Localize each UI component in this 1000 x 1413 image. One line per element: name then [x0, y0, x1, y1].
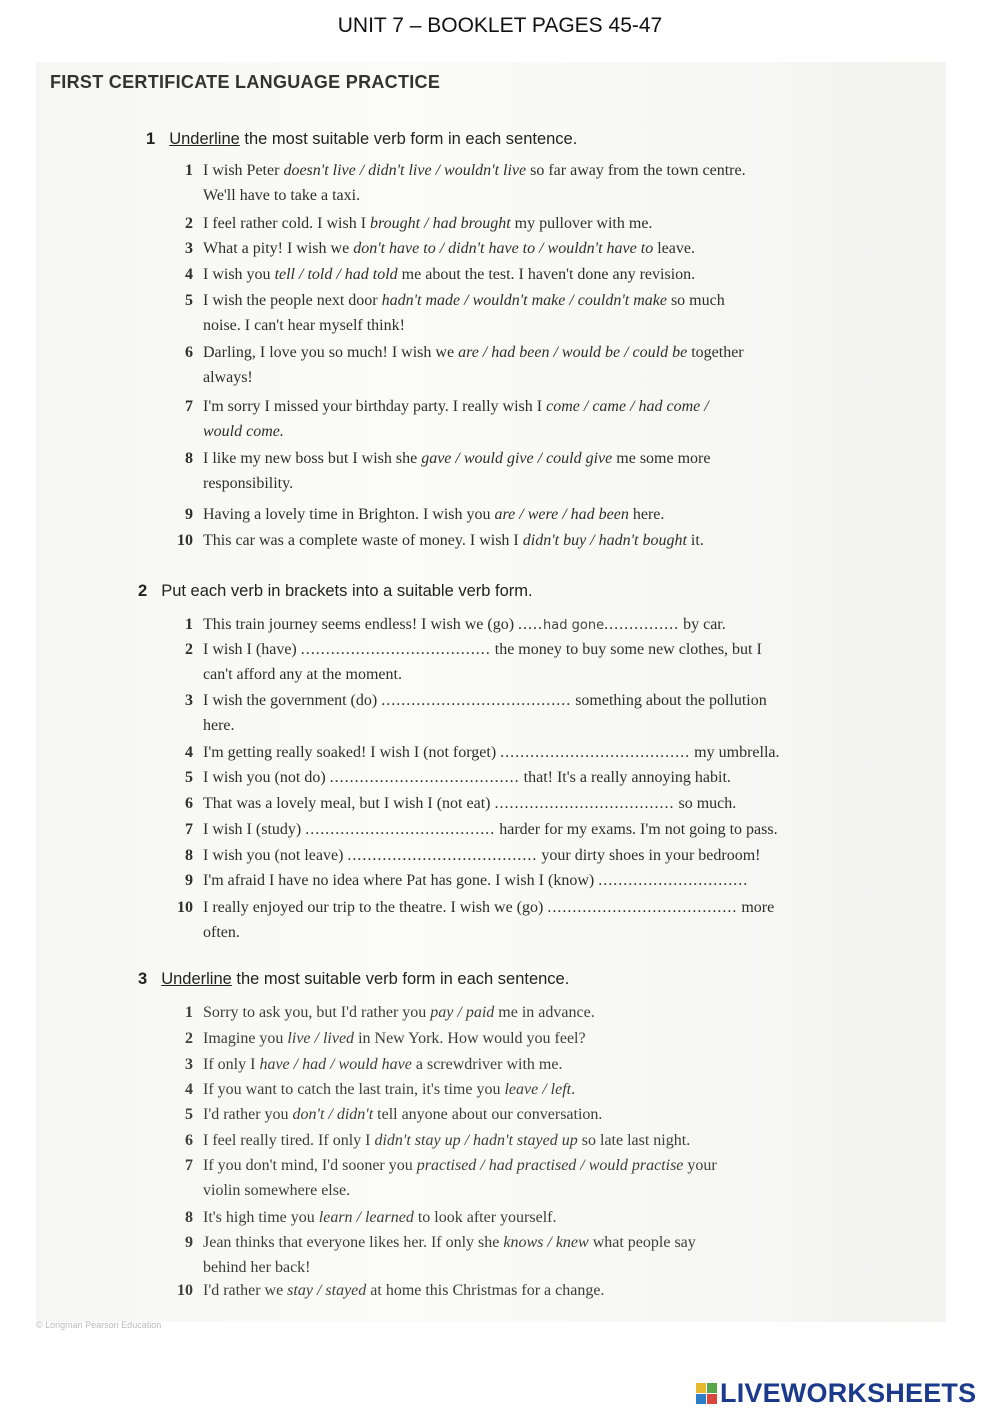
item-number: 2 — [185, 641, 193, 658]
exercise-item — [163, 1052, 562, 1077]
verb-options[interactable]: leave / left — [504, 1081, 572, 1098]
exercise-item — [163, 1153, 717, 1203]
verb-options[interactable]: live / lived — [287, 1030, 355, 1047]
sentence-text: This train journey seems endless! I wish we (go) — [203, 616, 519, 633]
verb-options[interactable]: didn't stay up / hadn't stayed up — [374, 1132, 578, 1149]
exercise-item — [163, 1102, 602, 1127]
verb-options[interactable]: are / had been / would be / could be — [458, 344, 688, 361]
sentence-text: my umbrella. — [690, 744, 780, 761]
verb-options[interactable]: stay / stayed — [287, 1282, 367, 1299]
verb-options[interactable]: gave / would give / could give — [421, 450, 613, 467]
item-line — [163, 1153, 717, 1178]
logo-square — [707, 1383, 717, 1393]
sentence-text: here. — [628, 506, 665, 523]
sentence-text: so far away from the town centre. — [526, 162, 746, 179]
sentence-text: tell anyone about our conversation. — [373, 1106, 603, 1123]
sentence-text: I'd rather you — [203, 1106, 293, 1123]
item-number: 6 — [185, 795, 193, 812]
sentence-text: me about the test. I haven't done any revision. — [397, 266, 696, 283]
sentence-text: I wish I (have) — [203, 641, 301, 658]
sentence-text: I'm sorry I missed your birthday party. I really wish I — [203, 398, 547, 415]
item-number: 2 — [185, 215, 193, 232]
item-line — [163, 843, 760, 868]
sentence-text: your — [683, 1157, 717, 1174]
answer-blank: ............... — [604, 616, 680, 633]
exercise-item — [163, 612, 726, 638]
item-number: 3 — [185, 1056, 193, 1073]
item-number: 1 — [185, 616, 193, 633]
exercise-number: 1 — [146, 130, 156, 148]
sentence-text: the money to buy some new clothes, but I — [490, 641, 762, 658]
logo-square — [696, 1383, 706, 1393]
exercise-item — [163, 1000, 595, 1025]
sentence-text: my pullover with me. — [510, 215, 653, 232]
verb-options[interactable]: learn / learned — [318, 1209, 414, 1226]
item-number: 3 — [185, 692, 193, 709]
exercise-number: 2 — [138, 582, 148, 600]
exercise-item — [163, 1278, 604, 1303]
sentence-text: so late last night. — [577, 1132, 691, 1149]
sentence-text: I wish you (not leave) — [203, 847, 348, 864]
sentence-text: I'd rather we — [203, 1282, 288, 1299]
exercise-item — [163, 236, 695, 261]
item-line — [163, 791, 736, 816]
sentence-continuation: behind her back! — [203, 1259, 311, 1276]
answer-field[interactable]: ...................................... — [347, 847, 538, 864]
item-line — [163, 528, 704, 553]
instruction-text: Put each verb in brackets into a suitable verb form. — [161, 582, 533, 600]
item-line — [163, 688, 767, 713]
sentence-continuation: noise. I can't hear myself think! — [203, 317, 405, 334]
item-line — [163, 262, 695, 287]
sentence-text: What a pity! I wish we — [203, 240, 354, 257]
item-line — [163, 1205, 556, 1230]
sentence-text: I wish I (study) — [203, 821, 306, 838]
sentence-text: . — [571, 1081, 576, 1098]
sentence-text: If you don't mind, I'd sooner you — [203, 1157, 417, 1174]
exercise-item — [163, 791, 736, 816]
item-line — [163, 236, 695, 261]
item-line — [163, 895, 774, 920]
exercise-1-heading — [146, 130, 577, 149]
item-number: 9 — [185, 872, 193, 889]
exercise-item — [163, 1230, 696, 1280]
item-line — [163, 446, 710, 471]
book-title: FIRST CERTIFICATE LANGUAGE PRACTICE — [50, 72, 441, 92]
sentence-text: more — [737, 899, 775, 916]
sentence-text: me some more — [612, 450, 711, 467]
sentence-text: I wish the government (do) — [203, 692, 382, 709]
exercise-item — [163, 895, 774, 945]
exercise-item — [163, 1026, 586, 1051]
sentence-text: I feel rather cold. I wish I — [203, 215, 371, 232]
item-number: 6 — [185, 1132, 193, 1149]
sentence-text: to look after yourself. — [413, 1209, 557, 1226]
instruction-underline: Underline — [169, 130, 240, 148]
exercise-item — [163, 637, 762, 687]
item-line — [163, 1230, 696, 1255]
item-line — [163, 612, 726, 638]
item-line — [163, 1102, 602, 1127]
item-line — [163, 502, 664, 527]
exercise-item — [163, 211, 652, 236]
item-number: 10 — [177, 899, 193, 916]
sentence-text: in New York. How would you feel? — [354, 1030, 586, 1047]
sentence-continuation: here. — [203, 717, 235, 734]
item-number: 8 — [185, 450, 193, 467]
item-line — [163, 394, 709, 419]
sentence-text: a screwdriver with me. — [411, 1056, 563, 1073]
sentence-text: your dirty shoes in your bedroom! — [537, 847, 761, 864]
item-number: 3 — [185, 240, 193, 257]
exercise-item — [163, 817, 778, 842]
exercise-item — [163, 446, 710, 496]
verb-options[interactable]: practised / had practised / would practise — [416, 1157, 684, 1174]
verb-options[interactable]: come / came / had come / — [546, 398, 709, 415]
verb-options[interactable]: knows / knew — [503, 1234, 589, 1251]
sentence-text: so much — [666, 292, 725, 309]
verb-options[interactable]: hadn't made / wouldn't make / couldn't make — [381, 292, 667, 309]
instruction-text: the most suitable verb form in each sentence. — [239, 130, 578, 148]
liveworksheets-logo[interactable] — [696, 1378, 976, 1408]
item-line — [163, 740, 779, 765]
sentence-text: Sorry to ask you, but I'd rather you — [203, 1004, 431, 1021]
item-line — [163, 637, 762, 662]
sentence-text: I wish Peter — [203, 162, 284, 179]
sentence-text: If you want to catch the last train, it's time you — [203, 1081, 505, 1098]
sentence-text: leave. — [653, 240, 695, 257]
item-number: 1 — [185, 162, 193, 179]
sentence-text: This car was a complete waste of money. I wish I — [203, 532, 523, 549]
item-number: 1 — [185, 1004, 193, 1021]
exercise-item — [163, 158, 746, 208]
sentence-text: that! It's a really annoying habit. — [519, 769, 731, 786]
page-heading: UNIT 7 – BOOKLET PAGES 45-47 — [337, 14, 663, 37]
exercise-item — [163, 394, 709, 444]
item-number: 7 — [185, 1157, 193, 1174]
item-line — [163, 765, 731, 790]
exercise-item — [163, 1205, 556, 1230]
logo-square — [696, 1394, 706, 1404]
sentence-continuation: can't afford any at the moment. — [203, 666, 402, 683]
sentence-text: harder for my exams. I'm not going to pass. — [495, 821, 778, 838]
answer-field[interactable]: ...................................... — [500, 744, 691, 761]
item-number: 4 — [185, 1081, 193, 1098]
verb-options[interactable]: tell / told / had told — [274, 266, 398, 283]
item-line — [163, 1052, 562, 1077]
sentence-text: it. — [686, 532, 704, 549]
item-number: 7 — [185, 821, 193, 838]
sentence-text: I like my new boss but I wish she — [203, 450, 422, 467]
sentence-text: If only I — [203, 1056, 260, 1073]
sentence-text: me in advance. — [494, 1004, 595, 1021]
item-number: 9 — [185, 506, 193, 523]
exercise-item — [163, 868, 748, 893]
sentence-text: That was a lovely meal, but I wish I (not eat) — [203, 795, 495, 812]
answer-field[interactable]: ...................................... — [305, 821, 496, 838]
item-line — [163, 1000, 595, 1025]
verb-options[interactable]: don't have to / didn't have to / wouldn't have to — [353, 240, 654, 257]
sentence-text: by car. — [679, 616, 726, 633]
sentence-text: Having a lovely time in Brighton. I wish you — [203, 506, 495, 523]
sentence-text: Jean thinks that everyone likes her. If only she — [203, 1234, 504, 1251]
item-line — [163, 158, 746, 183]
verb-options[interactable]: have / had / would have — [259, 1056, 412, 1073]
item-number: 4 — [185, 744, 193, 761]
answer-field[interactable]: .................................... — [494, 795, 675, 812]
item-number: 2 — [185, 1030, 193, 1047]
exercise-item — [163, 843, 760, 868]
item-number: 10 — [177, 1282, 193, 1299]
item-line — [163, 288, 725, 313]
answer-field[interactable]: ...................................... — [381, 692, 572, 709]
sentence-text: Imagine you — [203, 1030, 288, 1047]
answer-field[interactable]: ...................................... — [329, 769, 520, 786]
item-line — [163, 868, 748, 893]
instruction-underline: Underline — [161, 970, 232, 988]
exercise-item — [163, 740, 779, 765]
logo-squares-icon — [696, 1383, 717, 1404]
exercise-item — [163, 340, 744, 390]
item-line — [163, 1077, 575, 1102]
exercise-number: 3 — [138, 970, 148, 988]
sentence-text: at home this Christmas for a change. — [366, 1282, 605, 1299]
verb-options[interactable]: brought / had brought — [370, 215, 511, 232]
instruction-text: the most suitable verb form in each sentence. — [231, 970, 570, 988]
copyright-note: © Longman Pearson Education — [36, 1320, 162, 1330]
sentence-text: I wish you (not do) — [203, 769, 330, 786]
item-number: 9 — [185, 1234, 193, 1251]
sentence-text: something about the pollution — [571, 692, 767, 709]
sentence-text: together — [687, 344, 744, 361]
sentence-text: I really enjoyed our trip to the theatre. I wish we (go) — [203, 899, 548, 916]
exercise-item — [163, 288, 725, 338]
exercise-item — [163, 688, 767, 738]
item-number: 6 — [185, 344, 193, 361]
answer-field-filled[interactable]: had gone — [543, 618, 605, 633]
item-number: 5 — [185, 1106, 193, 1123]
exercise-item — [163, 1128, 690, 1153]
sentence-continuation: responsibility. — [203, 475, 294, 492]
item-line — [163, 1128, 690, 1153]
exercise-item — [163, 528, 704, 553]
sentence-text: It's high time you — [203, 1209, 319, 1226]
verb-options[interactable]: are / were / had been — [494, 506, 629, 523]
item-number: 5 — [185, 769, 193, 786]
exercise-item — [163, 502, 664, 527]
sentence-continuation: violin somewhere else. — [203, 1182, 351, 1199]
verb-options[interactable]: don't / didn't — [292, 1106, 374, 1123]
sentence-text: I feel really tired. If only I — [203, 1132, 375, 1149]
answer-field[interactable]: .............................. — [598, 872, 749, 889]
sentence-continuation: We'll have to take a taxi. — [203, 187, 361, 204]
sentence-text: I wish the people next door — [203, 292, 382, 309]
item-line — [163, 817, 778, 842]
sentence-text: I'm afraid I have no idea where Pat has gone. I wish I (know) — [203, 872, 599, 889]
answer-blank: ..... — [518, 616, 544, 633]
item-number: 7 — [185, 398, 193, 415]
item-number: 5 — [185, 292, 193, 309]
exercise-2-heading — [138, 582, 533, 601]
item-number: 8 — [185, 847, 193, 864]
item-number: 10 — [177, 532, 193, 549]
item-line — [163, 211, 652, 236]
exercise-3-heading — [138, 970, 569, 989]
exercise-item — [163, 1077, 575, 1102]
sentence-continuation: often. — [203, 924, 240, 941]
logo-square — [707, 1394, 717, 1404]
answer-field[interactable]: ...................................... — [547, 899, 738, 916]
verb-options[interactable]: pay / paid — [430, 1004, 495, 1021]
answer-field[interactable]: ...................................... — [300, 641, 491, 658]
verb-options[interactable]: would come. — [203, 423, 284, 440]
exercise-item — [163, 765, 731, 790]
sentence-text: Darling, I love you so much! I wish we — [203, 344, 459, 361]
item-number: 8 — [185, 1209, 193, 1226]
exercise-item — [163, 262, 695, 287]
logo-text: LIVEWORKSHEETS — [720, 1377, 977, 1408]
sentence-text: so much. — [674, 795, 737, 812]
sentence-continuation: always! — [203, 369, 253, 386]
item-number: 4 — [185, 266, 193, 283]
item-line — [163, 340, 744, 365]
verb-options[interactable]: didn't buy / hadn't bought — [522, 532, 687, 549]
sentence-text: I'm getting really soaked! I wish I (not forget) — [203, 744, 501, 761]
item-line — [163, 1026, 586, 1051]
sentence-text: what people say — [588, 1234, 696, 1251]
verb-options[interactable]: doesn't live / didn't live / wouldn't live — [283, 162, 527, 179]
sentence-text: I wish you — [203, 266, 275, 283]
item-line — [163, 1278, 604, 1303]
